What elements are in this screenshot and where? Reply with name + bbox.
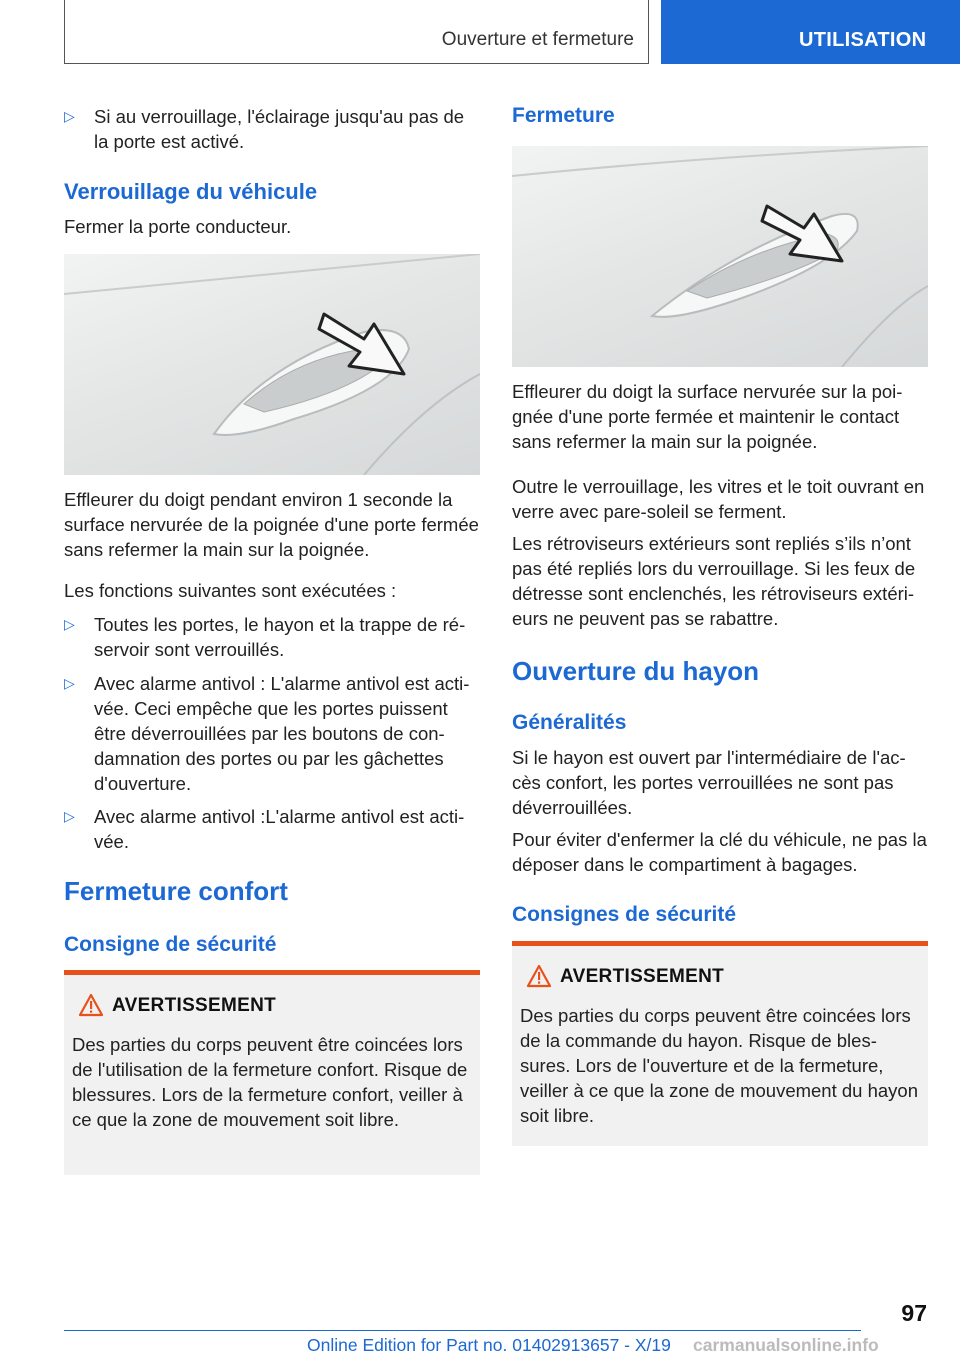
paragraph-mirrors: Les rétroviseurs extérieurs sont repliés s’ils n’ont pas été repliés lors du verrouillage. Si les feux de détresse sont enclenchés, les rétroviseurs extérieurs ne peuvent pas se rabattre. (512, 533, 916, 629)
door-handle-illustration (512, 146, 928, 367)
warning-body: Des parties du corps peuvent être coincées lors de l'utilisation de la fermeture confort. Risque de blessures. Lors de la fermeture confort, veiller à ce que la zone de mouvement soit libre. (72, 1034, 468, 1130)
warning-box (64, 970, 480, 1175)
bullet-triangle-icon: ▷ (64, 108, 75, 124)
paragraph-key: Pour éviter d'enfermer la clé du véhicule, ne pas la déposer dans le compartiment à bagages. (512, 829, 927, 875)
heading-general: Généralités (512, 711, 627, 734)
watermark: carmanualsonline.info (693, 1335, 879, 1355)
warning-title: AVERTISSEMENT (112, 995, 277, 1016)
paragraph-touch-lock: Effleurer du doigt pendant environ 1 seconde la surface nervurée de la poignée d'une porte fermée sans refermer la main sur la poignée. (64, 489, 479, 560)
footer-divider (64, 1330, 861, 1331)
heading-safety-notes: Consignes de sécurité (512, 903, 737, 926)
warning-box (512, 941, 928, 1146)
header-section-box (64, 0, 649, 64)
heading-tailgate-opening: Ouverture du hayon (512, 656, 760, 686)
warning-title: AVERTISSEMENT (560, 966, 725, 987)
paragraph-functions: Les fonctions suivantes sont exécutées : (64, 580, 397, 601)
paragraph-comfort-access: Si le hayon est ouvert par l'intermédiaire de l'accès confort, les portes verrouillées ne sont pas déverrouillées. (512, 747, 906, 818)
paragraph-windows: Outre le verrouillage, les vitres et le toit ouvrant en verre avec pare-soleil se ferment. (512, 476, 925, 522)
bullet-triangle-icon: ▷ (64, 675, 75, 691)
door-handle-image (512, 146, 928, 367)
door-handle-image (64, 254, 480, 475)
chapter-tab-label: UTILISATION (799, 29, 927, 51)
bullet-triangle-icon: ▷ (64, 808, 75, 824)
section-title: Ouverture et fermeture (441, 29, 634, 50)
warning-triangle-icon (526, 964, 552, 988)
warning-triangle-icon (78, 993, 104, 1017)
footer-edition: Online Edition for Part no. 01402913657 - X/19 (307, 1335, 671, 1355)
paragraph-close-door: Fermer la porte conducteur. (64, 216, 292, 237)
chapter-tab (661, 0, 960, 64)
heading-safety-note: Consigne de sécurité (64, 933, 277, 956)
warning-body: Des parties du corps peuvent être coincées lors de la commande du hayon. Risque de blessures. Lors de l'ouverture et de la fermeture, veiller à ce que la zone de mouvement du hayon soit libre. (520, 1005, 919, 1126)
door-handle-illustration (64, 254, 480, 475)
page-number: 97 (901, 1300, 927, 1326)
bullet-triangle-icon: ▷ (64, 616, 75, 632)
paragraph-touch-close: Effleurer du doigt la surface nervurée sur la poignée d'une porte fermée et maintenir le contact sans refermer la main sur la poignée. (512, 381, 903, 452)
heading-vehicle-locking: Verrouillage du véhicule (64, 179, 318, 204)
heading-closing: Fermeture (512, 104, 615, 127)
heading-comfort-closing: Fermeture confort (64, 876, 288, 906)
